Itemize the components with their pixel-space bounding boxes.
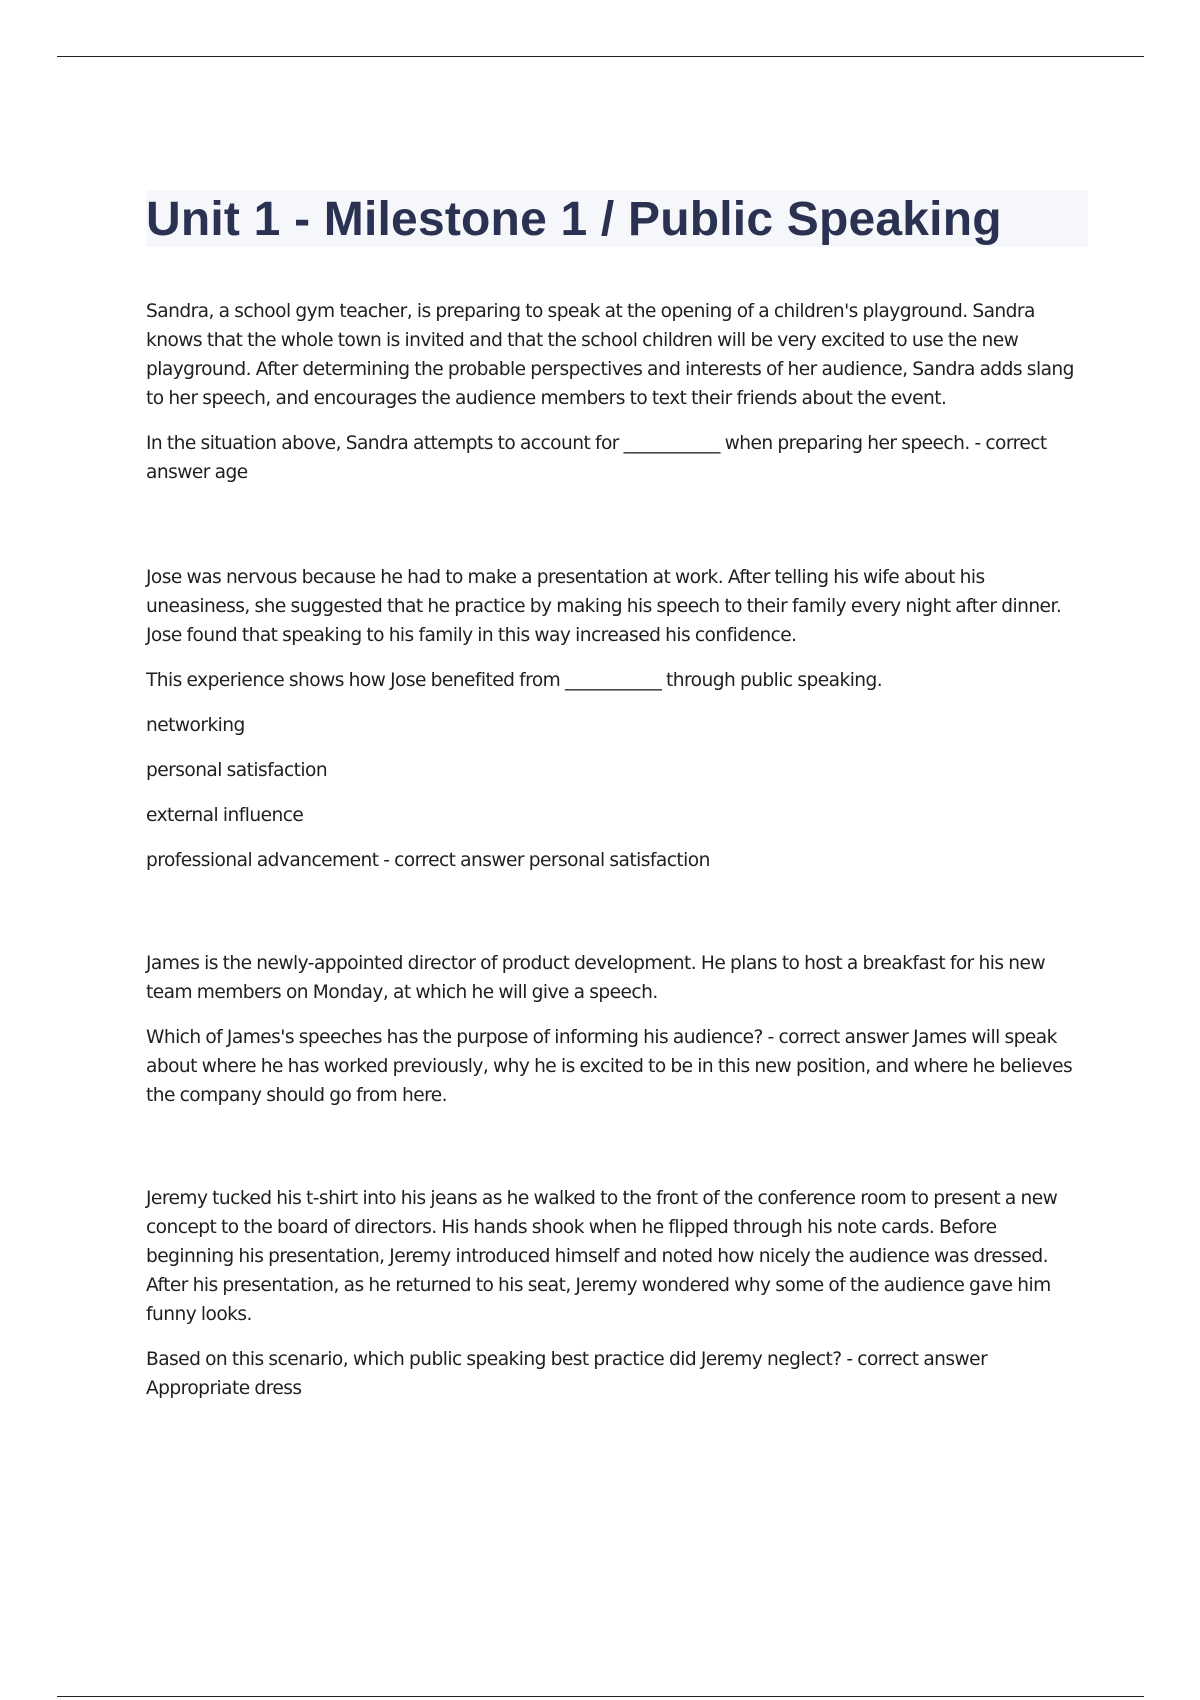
- question-3-scenario: James is the newly-appointed director of product development. He plans to host a breakfast for his new team members on Monday, at which he will give a speech.: [146, 953, 1046, 1003]
- question-1-prompt: In the situation above, Sandra attempts to account for ___________ when preparing her speech. - correct answer age: [146, 433, 1047, 483]
- question-2-option-1: networking: [146, 715, 245, 736]
- question-2: [146, 563, 1088, 875]
- spacer: [146, 1126, 1088, 1184]
- question-3-prompt: Which of James's speeches has the purpose of informing his audience? - correct answer James will speak about where he has worked previously, why he is excited to be in this new position, and where he believes the company should go from here.: [146, 1027, 1073, 1106]
- header-rule: [57, 56, 1144, 57]
- question-2-option-4: professional advancement - correct answer personal satisfaction: [146, 850, 710, 871]
- question-2-option-3: external influence: [146, 805, 304, 826]
- spacer: [146, 891, 1088, 949]
- question-2-prompt: This experience shows how Jose benefited from ___________ through public speaking.: [146, 670, 883, 691]
- question-1: [146, 297, 1088, 487]
- title-bar: [146, 190, 1088, 247]
- page-title: Unit 1 - Milestone 1 / Public Speaking: [146, 193, 1002, 246]
- document-body: [146, 190, 1088, 1419]
- question-2-option-2: personal satisfaction: [146, 760, 328, 781]
- spacer: [146, 503, 1088, 563]
- question-4-prompt: Based on this scenario, which public speaking best practice did Jeremy neglect? - correct answer Appropriate dress: [146, 1349, 988, 1399]
- question-4-scenario: Jeremy tucked his t-shirt into his jeans as he walked to the front of the conference room to present a new concept to the board of directors. His hands shook when he flipped through his note cards. Before beginning his presentation, Jeremy introduced himself and noted how nicely the audience was dressed. After his presentation, as he returned to his seat, Jeremy wondered why some of the audience gave him funny looks.: [146, 1188, 1058, 1325]
- question-2-scenario: Jose was nervous because he had to make a presentation at work. After telling his wife about his uneasiness, she suggested that he practice by making his speech to their family every night after dinner. Jose found that speaking to his family in this way increased his confidence.: [146, 567, 1062, 646]
- question-1-scenario: Sandra, a school gym teacher, is preparing to speak at the opening of a children's playground. Sandra knows that the whole town is invited and that the school children will be very excited to use the new playground. After determining the probable perspectives and interests of her audience, Sandra adds slang to her speech, and encourages the audience members to text their friends about the event.: [146, 301, 1074, 409]
- question-3: [146, 949, 1088, 1110]
- question-4: [146, 1184, 1088, 1403]
- footer-rule: [57, 1696, 1144, 1697]
